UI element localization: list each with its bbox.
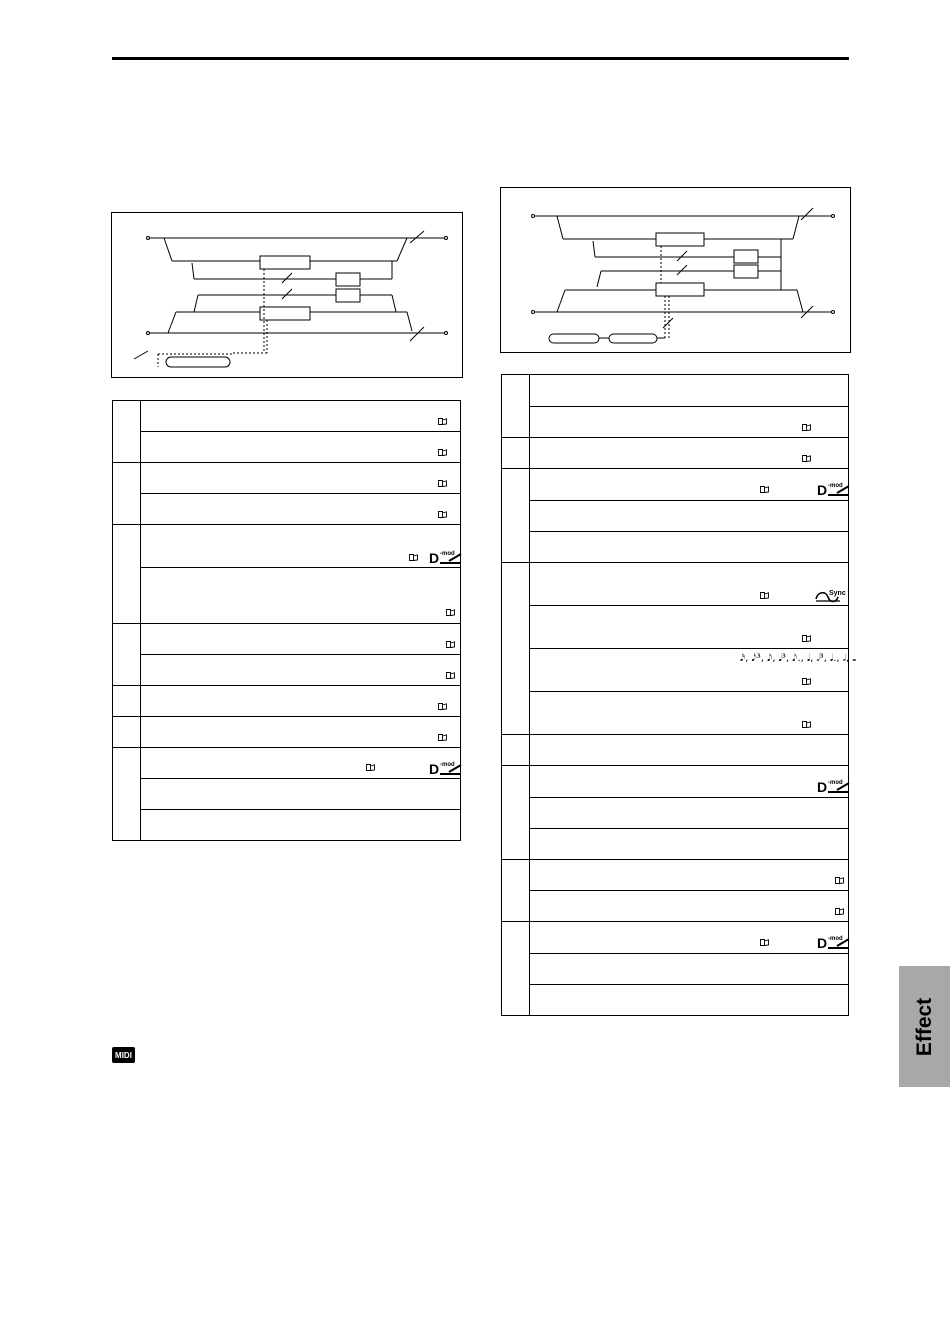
group-cell [113,686,141,717]
midi-logo [112,1047,135,1063]
group-cell [113,748,141,841]
group-cell [502,922,530,1016]
param-row [141,779,461,810]
group-cell [113,717,141,748]
param-row [530,891,849,922]
page-reference-icon [438,449,447,456]
group-cell [502,438,530,469]
page-reference-icon [366,764,375,771]
param-row [141,717,461,748]
d-mod-icon [817,934,851,950]
svg-text:D: D [817,779,828,794]
page-reference-icon [446,641,455,648]
param-row [530,407,849,438]
right-parameter-table [501,374,857,1016]
section-tab-label: Effect [912,997,936,1056]
param-row [530,501,849,532]
right-diagram-svg [501,188,850,352]
page-reference-icon [438,734,447,741]
svg-text:-mod: -mod [828,780,843,786]
page-reference-icon [438,480,447,487]
group-cell [502,469,530,563]
d-mod-icon [817,481,851,497]
param-row [530,735,849,766]
mod-sync-icon [814,587,850,605]
param-row [530,469,849,501]
param-row [141,463,461,494]
svg-text:D: D [429,550,440,565]
svg-text:-mod: -mod [828,483,843,489]
group-cell [113,525,141,624]
param-row [530,375,849,407]
group-cell [113,401,141,463]
param-row [530,954,849,985]
group-cell [502,860,530,922]
page-reference-icon [802,424,811,431]
page-reference-icon [760,486,769,493]
param-row [530,563,849,606]
param-row [530,829,849,860]
svg-text:D: D [429,761,440,776]
left-parameter-table [112,400,461,841]
svg-text:Sync: Sync [829,590,846,597]
param-row [141,525,461,568]
page-reference-icon [802,678,811,685]
page-reference-icon [835,908,844,915]
svg-text:-mod: -mod [440,762,455,768]
page-reference-icon [760,939,769,946]
left-block-diagram [111,212,463,378]
top-rule [112,57,849,60]
param-row [530,860,849,891]
page-reference-icon [409,554,418,561]
page-reference-icon [438,511,447,518]
param-row [141,401,461,432]
param-row [141,494,461,525]
page-reference-icon [802,721,811,728]
group-cell [113,463,141,525]
param-row [141,686,461,717]
param-row [530,692,849,735]
param-row [141,748,461,779]
page-reference-icon [835,877,844,884]
group-cell [502,735,530,766]
page-reference-icon [446,609,455,616]
right-block-diagram [500,187,851,353]
page-reference-icon [446,672,455,679]
group-cell [502,766,530,860]
page-reference-icon [438,418,447,425]
group-cell [502,375,530,438]
d-mod-icon [817,778,851,794]
param-row [141,624,461,655]
page-reference-icon [760,592,769,599]
d-mod-icon [429,760,463,776]
param-row [141,655,461,686]
param-row [141,432,461,463]
param-row [530,766,849,798]
param-row [530,532,849,563]
group-cell [502,563,530,735]
d-mod-icon [429,549,463,565]
midi-logo-label: MIDI [115,1050,132,1060]
svg-text:D: D [817,482,828,497]
left-diagram-svg [112,213,462,377]
page-reference-icon [802,635,811,642]
param-row [141,810,461,841]
param-row [530,606,849,649]
svg-text:D: D [817,935,828,950]
section-tab-effect[interactable] [899,966,950,1087]
note-values-strip: 𝅘𝅥𝅯, 𝅘𝅥𝅮³, 𝅘𝅥𝅮, 𝅘𝅥³, 𝅘𝅥𝅮., 𝅘𝅥, 𝅗𝅥³, 𝅘𝅥., 𝅗𝅥, 𝅝 [740,653,857,664]
param-row [530,922,849,954]
svg-text:-mod: -mod [440,551,455,557]
param-row [530,438,849,469]
page-reference-icon [802,455,811,462]
page-reference-icon [438,703,447,710]
svg-text:-mod: -mod [828,936,843,942]
param-row [530,649,857,692]
param-row [530,985,849,1016]
group-cell [113,624,141,686]
param-row [530,798,849,829]
param-row [141,568,461,624]
